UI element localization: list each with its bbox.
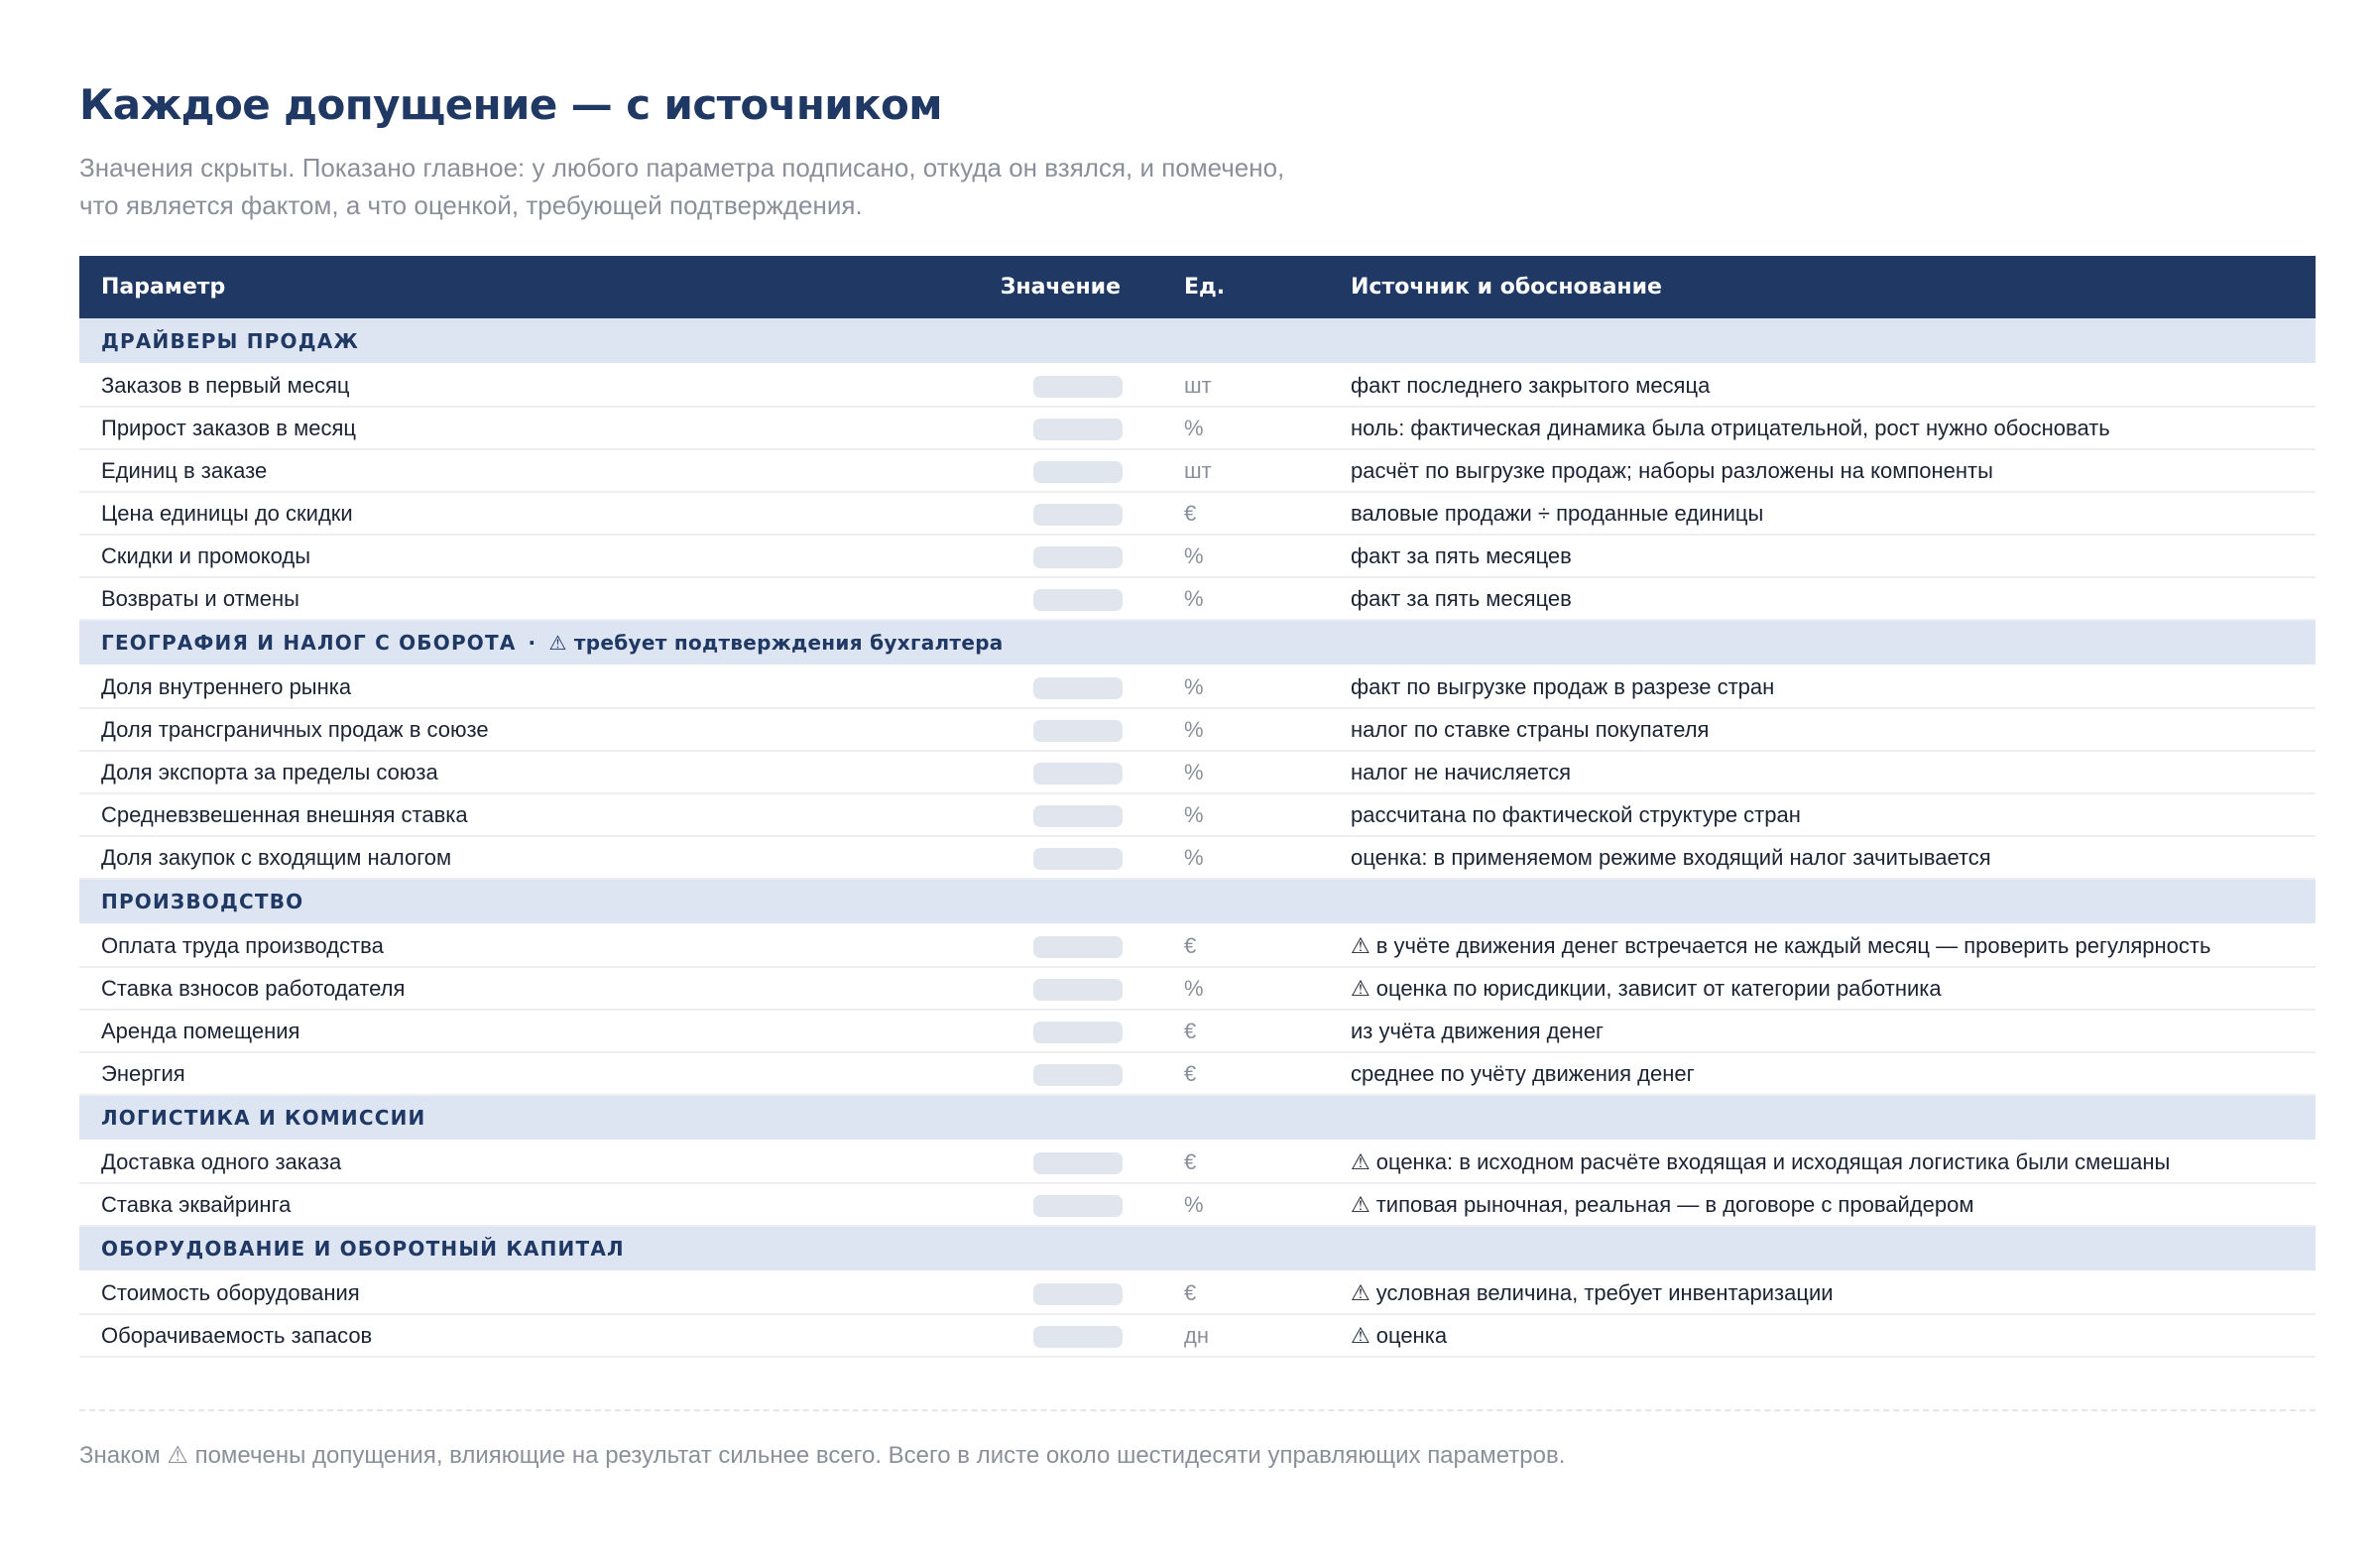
param-name: Цена единицы до скидки <box>79 492 926 535</box>
hidden-value-placeholder <box>1033 1064 1123 1086</box>
table-row <box>79 1010 2316 1052</box>
param-name: Единиц в заказе <box>79 449 926 492</box>
warning-icon: ⚠ <box>1351 975 1370 1001</box>
table-row <box>79 793 2316 836</box>
value-cell <box>926 535 1150 577</box>
unit-cell: € <box>1150 1271 1329 1314</box>
source-text: оценка <box>1375 1322 1448 1348</box>
source-cell <box>1329 967 2316 1010</box>
hidden-value-placeholder <box>1033 419 1123 440</box>
table-row <box>79 1052 2316 1095</box>
source-cell <box>1329 1010 2316 1052</box>
column-header-value: Значение <box>1000 275 1121 300</box>
source-cell <box>1329 1314 2316 1357</box>
table-row <box>79 924 2316 967</box>
unit-cell: дн <box>1150 1314 1329 1357</box>
source-text: налог по ставке страны покупателя <box>1351 716 1710 742</box>
table-row <box>79 535 2316 577</box>
unit-cell: % <box>1150 793 1329 836</box>
table-row <box>79 1314 2316 1357</box>
value-cell <box>926 924 1150 967</box>
source-cell <box>1329 535 2316 577</box>
hidden-value-placeholder <box>1033 1283 1123 1305</box>
param-name: Ставка взносов работодателя <box>79 967 926 1010</box>
unit-cell: % <box>1150 751 1329 793</box>
hidden-value-placeholder <box>1033 763 1123 784</box>
unit-cell: € <box>1150 1010 1329 1052</box>
section-title: ГЕОГРАФИЯ И НАЛОГ С ОБОРОТА <box>101 631 517 655</box>
section-header-cell <box>79 1095 2316 1141</box>
column-header-param: Параметр <box>101 275 226 300</box>
unit-cell: % <box>1150 577 1329 620</box>
section-header-cell <box>79 620 2316 665</box>
source-text: валовые продажи ÷ проданные единицы <box>1351 500 1764 526</box>
warning-icon: ⚠ <box>1351 1191 1370 1217</box>
param-name: Скидки и промокоды <box>79 535 926 577</box>
unit-cell: % <box>1150 836 1329 879</box>
hidden-value-placeholder <box>1033 677 1123 699</box>
source-text: факт по выгрузке продаж в разрезе стран <box>1351 673 1775 699</box>
source-cell <box>1329 793 2316 836</box>
column-header-unit: Ед. <box>1184 275 1226 300</box>
source-text: факт последнего закрытого месяца <box>1351 372 1711 398</box>
section-header-row <box>79 318 2316 364</box>
table-row <box>79 1183 2316 1226</box>
param-name: Стоимость оборудования <box>79 1271 926 1314</box>
hidden-value-placeholder <box>1033 848 1123 870</box>
source-cell <box>1329 751 2316 793</box>
param-name: Аренда помещения <box>79 1010 926 1052</box>
source-cell <box>1329 708 2316 751</box>
source-text: среднее по учёту движения денег <box>1351 1060 1695 1086</box>
value-cell <box>926 1141 1150 1183</box>
page-title: Каждое допущение — с источником <box>79 80 943 129</box>
table-row <box>79 449 2316 492</box>
source-cell <box>1329 407 2316 449</box>
source-cell <box>1329 449 2316 492</box>
hidden-value-placeholder <box>1033 504 1123 526</box>
hidden-value-placeholder <box>1033 1152 1123 1174</box>
source-cell <box>1329 836 2316 879</box>
section-note: ⚠ требует подтверждения бухгалтера <box>548 631 1004 655</box>
param-name: Прирост заказов в месяц <box>79 407 926 449</box>
page-subtitle: Значения скрыты. Показано главное: у любого параметра подписано, откуда он взялся, и помечено, что является фактом, а что оценкой, требующей подтверждения. <box>79 153 1285 220</box>
unit-cell: € <box>1150 924 1329 967</box>
table-row <box>79 751 2316 793</box>
hidden-value-placeholder <box>1033 1022 1123 1043</box>
unit-cell: % <box>1150 967 1329 1010</box>
source-cell <box>1329 1052 2316 1095</box>
hidden-value-placeholder <box>1033 720 1123 742</box>
value-cell <box>926 708 1150 751</box>
source-text: оценка: в применяемом режиме входящий налог зачитывается <box>1351 844 1991 870</box>
section-header-cell <box>79 318 2316 364</box>
value-cell <box>926 793 1150 836</box>
source-text: из учёта движения денег <box>1351 1018 1605 1043</box>
table-row <box>79 407 2316 449</box>
warning-icon: ⚠ <box>1351 1279 1370 1305</box>
source-text: условная величина, требует инвентаризации <box>1375 1279 1834 1305</box>
table-row <box>79 708 2316 751</box>
source-text: факт за пять месяцев <box>1351 585 1572 611</box>
table-row <box>79 577 2316 620</box>
section-title: ПРОИЗВОДСТВО <box>101 890 304 913</box>
hidden-value-placeholder <box>1033 936 1123 958</box>
section-header-row <box>79 1095 2316 1141</box>
source-text: ноль: фактическая динамика была отрицательной, рост нужно обосновать <box>1351 415 2110 440</box>
table-row <box>79 1141 2316 1183</box>
warning-icon: ⚠ <box>1351 1322 1370 1348</box>
section-title: ЛОГИСТИКА И КОМИССИИ <box>101 1106 426 1130</box>
source-cell <box>1329 492 2316 535</box>
hidden-value-placeholder <box>1033 805 1123 827</box>
value-cell <box>926 492 1150 535</box>
value-cell <box>926 1314 1150 1357</box>
hidden-value-placeholder <box>1033 589 1123 611</box>
value-cell <box>926 1271 1150 1314</box>
table-row <box>79 967 2316 1010</box>
param-name: Оплата труда производства <box>79 924 926 967</box>
footnote: Знаком ⚠ помечены допущения, влияющие на результат сильнее всего. Всего в листе около шестидесяти управляющих параметров. <box>79 1442 1566 1469</box>
column-header-source: Источник и обоснование <box>1351 275 1662 300</box>
section-header-row <box>79 879 2316 924</box>
param-name: Доля внутреннего рынка <box>79 665 926 708</box>
unit-cell: € <box>1150 492 1329 535</box>
value-cell <box>926 1010 1150 1052</box>
value-cell <box>926 665 1150 708</box>
value-cell <box>926 364 1150 407</box>
param-name: Оборачиваемость запасов <box>79 1314 926 1357</box>
hidden-value-placeholder <box>1033 376 1123 398</box>
source-text: типовая рыночная, реальная — в договоре с провайдером <box>1375 1191 1974 1217</box>
unit-cell: % <box>1150 535 1329 577</box>
param-name: Доля трансграничных продаж в союзе <box>79 708 926 751</box>
unit-cell: % <box>1150 1183 1329 1226</box>
section-header-row <box>79 620 2316 665</box>
source-cell <box>1329 665 2316 708</box>
table-row <box>79 364 2316 407</box>
table-body <box>79 318 2316 1357</box>
value-cell <box>926 1183 1150 1226</box>
param-name: Ставка эквайринга <box>79 1183 926 1226</box>
value-cell <box>926 836 1150 879</box>
unit-cell: % <box>1150 708 1329 751</box>
source-text: рассчитана по фактической структуре стран <box>1351 801 1801 827</box>
param-name: Доля экспорта за пределы союза <box>79 751 926 793</box>
source-text: расчёт по выгрузке продаж; наборы разложены на компоненты <box>1351 457 1993 483</box>
warning-icon: ⚠ <box>1351 932 1370 958</box>
param-name: Доставка одного заказа <box>79 1141 926 1183</box>
section-title: ОБОРУДОВАНИЕ И ОБОРОТНЫЙ КАПИТАЛ <box>101 1237 625 1261</box>
section-header-row <box>79 1226 2316 1271</box>
table-row <box>79 665 2316 708</box>
section-separator-dot: · <box>528 631 537 655</box>
table-header <box>79 256 2316 318</box>
source-text: факт за пять месяцев <box>1351 542 1572 568</box>
hidden-value-placeholder <box>1033 461 1123 483</box>
value-cell <box>926 577 1150 620</box>
param-name: Средневзвешенная внешняя ставка <box>79 793 926 836</box>
unit-cell: € <box>1150 1052 1329 1095</box>
section-header-cell <box>79 879 2316 924</box>
assumptions-table <box>79 256 2316 1358</box>
table-row <box>79 492 2316 535</box>
assumptions-page <box>79 75 2316 1470</box>
unit-cell: € <box>1150 1141 1329 1183</box>
param-name: Возвраты и отмены <box>79 577 926 620</box>
source-cell <box>1329 364 2316 407</box>
value-cell <box>926 1052 1150 1095</box>
value-cell <box>926 751 1150 793</box>
param-name: Доля закупок с входящим налогом <box>79 836 926 879</box>
warning-icon: ⚠ <box>1351 1148 1370 1174</box>
hidden-value-placeholder <box>1033 1195 1123 1217</box>
table-row <box>79 836 2316 879</box>
source-text: оценка: в исходном расчёте входящая и исходящая логистика были смешаны <box>1375 1148 2171 1174</box>
source-cell <box>1329 1141 2316 1183</box>
section-title: ДРАЙВЕРЫ ПРОДАЖ <box>101 328 360 353</box>
source-cell <box>1329 924 2316 967</box>
param-name: Заказов в первый месяц <box>79 364 926 407</box>
hidden-value-placeholder <box>1033 979 1123 1001</box>
source-text: налог не начисляется <box>1351 759 1571 784</box>
source-text: оценка по юрисдикции, зависит от категории работника <box>1375 975 1942 1001</box>
value-cell <box>926 967 1150 1010</box>
hidden-value-placeholder <box>1033 546 1123 568</box>
source-cell <box>1329 1271 2316 1314</box>
table-row <box>79 1271 2316 1314</box>
unit-cell: % <box>1150 407 1329 449</box>
source-cell <box>1329 577 2316 620</box>
unit-cell: шт <box>1150 449 1329 492</box>
source-cell <box>1329 1183 2316 1226</box>
param-name: Энергия <box>79 1052 926 1095</box>
footer-divider <box>79 1409 2316 1411</box>
section-header-cell <box>79 1226 2316 1271</box>
unit-cell: % <box>1150 665 1329 708</box>
value-cell <box>926 449 1150 492</box>
source-text: в учёте движения денег встречается не каждый месяц — проверить регулярность <box>1375 932 2211 958</box>
unit-cell: шт <box>1150 364 1329 407</box>
hidden-value-placeholder <box>1033 1326 1123 1348</box>
value-cell <box>926 407 1150 449</box>
